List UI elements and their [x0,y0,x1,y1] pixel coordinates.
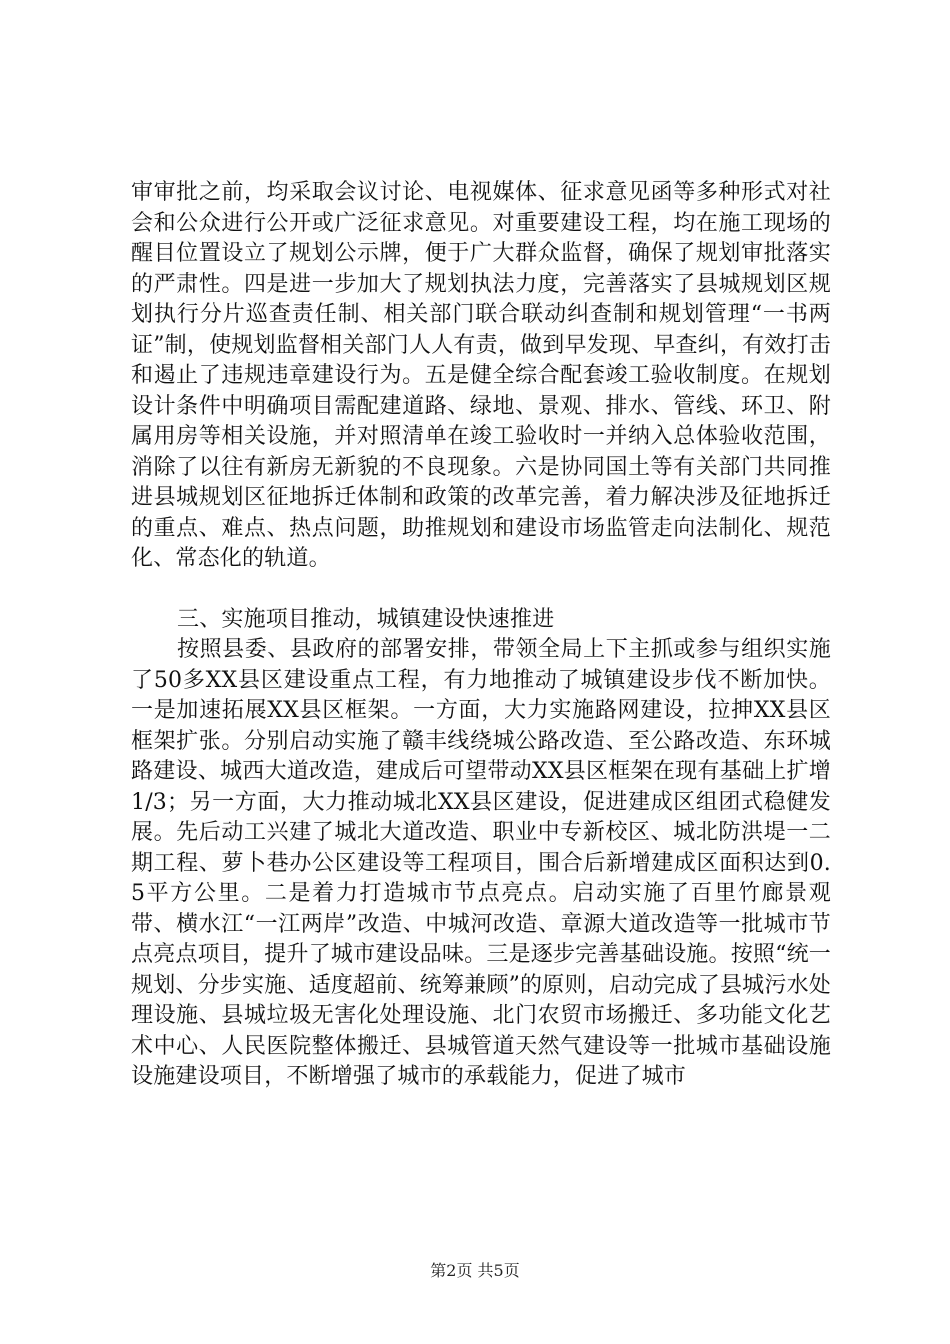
body-paragraph-1: 审审批之前，均采取会议讨论、电视媒体、征求意见函等多种形式对社会和公众进行公开或广泛征求意见。对重要建设工程，均在施工现场的醒目位置设立了规划公示牌，便于广大群众监督，确保了规划审批落实的严肃性。四是进一步加大了规划执法力度，完善落实了县城规划区规划执行分片巡查责任制、相关部门联合联动纠查制和规划管理“一书两证”制，使规划监督相关部门人人有责，做到早发现、早查纠，有效打击和遏止了违规违章建设行为。五是健全综合配套竣工验收制度。在规划设计条件中明确项目需配建道路、绿地、景观、排水、管线、环卫、附属用房等相关设施，并对照清单在竣工验收时一并纳入总体验收范围，消除了以往有新房无新貌的不良现象。六是协同国土等有关部门共同推进县城规划区征地拆迁体制和政策的改革完善，着力解决涉及征地拆迁的重点、难点、热点问题，助推规划和建设市场监管走向法制化、规范化、常态化的轨道。 [131,180,831,571]
page-footer: 第2页 共5页 [430,1261,520,1280]
document-body [131,178,831,1093]
section-body-paragraph: 按照县委、县政府的部署安排，带领全局上下主抓或参与组织实施了50多XX县区建设重点工程，有力地推动了城镇建设步伐不断加快。一是加速拓展XX县区框架。一方面，大力实施路网建设，拉抻XX县区框架扩张。分别启动实施了赣丰线绕城公路改造、至公路改造、东环城路建设、城西大道改造，建成后可望带动XX县区框架在现有基础上扩增1/3；另一方面，大力推动城北XX县区建设，促进建成区组团式稳健发展。先后动工兴建了城北大道改造、职业中专新校区、城北防洪堤一二期工程、萝卜巷办公区建设等工程项目，围合后新增建成区面积达到0.5平方公里。二是着力打造城市节点亮点。启动实施了百里竹廊景观带、横水江“一江两岸”改造、中城河改造、章源大道改造等一批城市节点亮点项目，提升了城市建设品味。三是逐步完善基础设施。按照“统一规划、分步实施、适度超前、统筹兼顾”的原则，启动完成了县城污水处理设施、县城垃圾无害化处理设施、北门农贸市场搬迁、多功能文化艺术中心、人民医院整体搬迁、县城管道天然气建设等一批城市基础设施设施建设项目，不断增强了城市的承载能力，促进了城市 [131,637,831,1089]
section-heading: 三、实施项目推动，城镇建设快速推进 [177,606,555,632]
